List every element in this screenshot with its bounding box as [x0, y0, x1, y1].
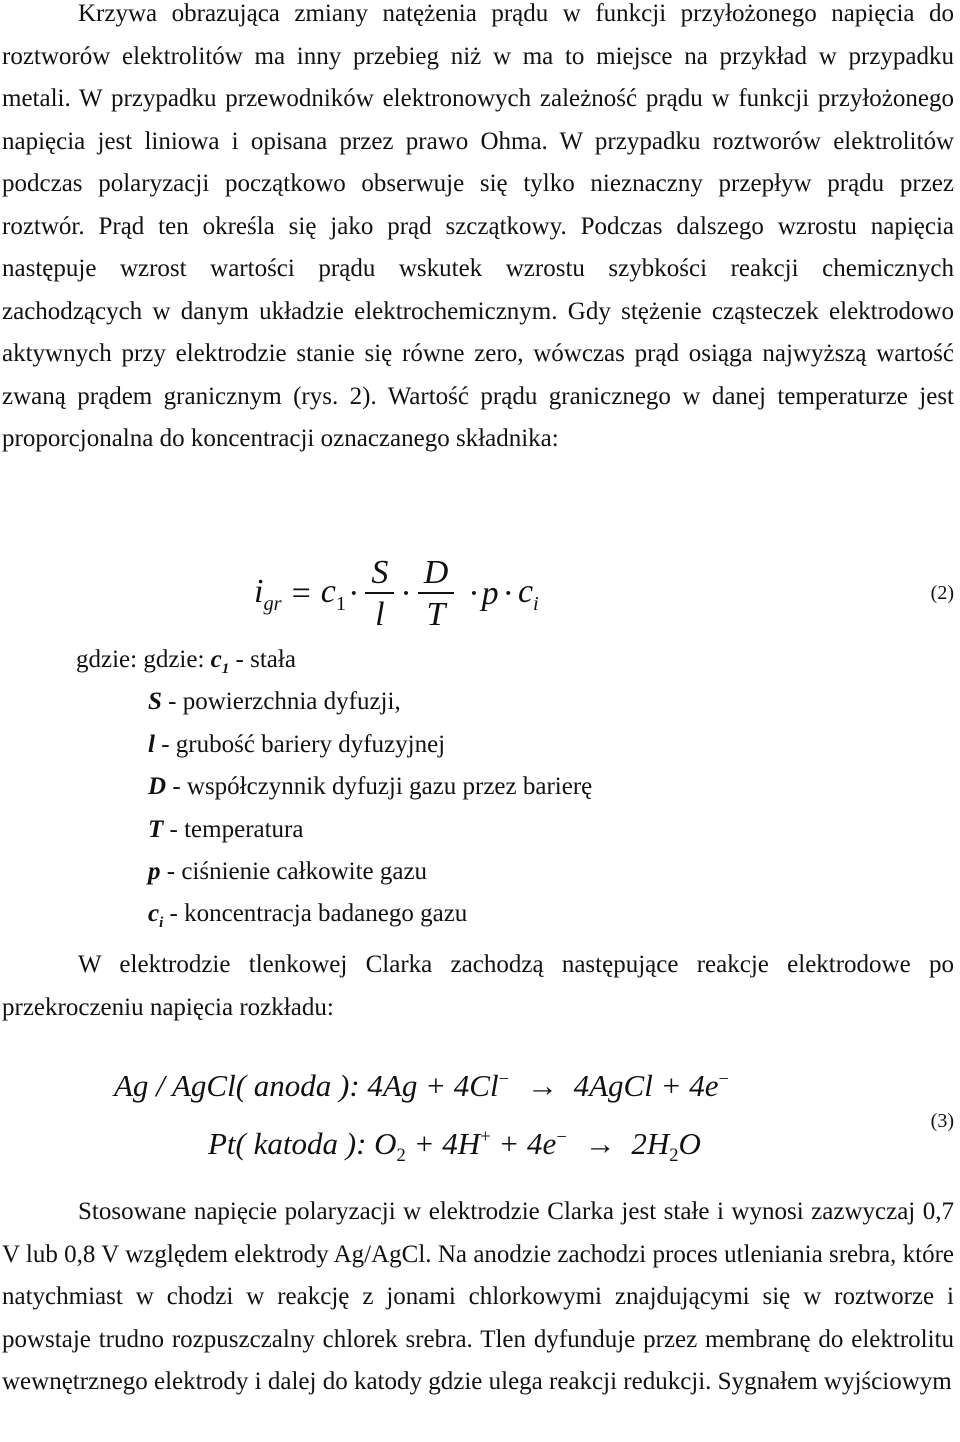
eq2-lhs: $i_{gr}$ [254, 572, 282, 615]
definition-symbol: D [148, 773, 167, 800]
definition-symbol: T [148, 816, 164, 843]
definition-text: - ciśnienie całkowite gazu [160, 858, 428, 885]
eq2-dot-1: · [348, 575, 360, 612]
equation-3 [0, 1060, 960, 1180]
equation-2-body [254, 548, 539, 640]
eq2-dot-4: · [502, 575, 514, 612]
definition-text: - koncentracja badanego gazu [163, 900, 468, 927]
eq2-c1: $c_1$ [320, 572, 347, 615]
eq2-equals: = [291, 575, 311, 612]
eq2-fraction-s-over-l: $\frac{S}{l}$ [365, 556, 394, 632]
eq2-fraction-d-over-t: $\frac{D}{T}$ [418, 556, 455, 632]
definition-symbol: $c_1$ [210, 646, 230, 677]
definition-ci [148, 900, 467, 932]
definition-p [148, 858, 427, 886]
definition-symbol: $c_i$ [148, 900, 164, 931]
definition-text: - stała [229, 646, 296, 673]
definition-s [148, 688, 401, 716]
eq2-dot-2: · [400, 575, 412, 612]
definition-text: - powierzchnia dyfuzji, [161, 688, 401, 715]
equation-2 [0, 548, 960, 640]
definition-t [148, 816, 303, 844]
definitions-intro: gdzie: gdzie: [76, 646, 211, 673]
eq3-cathode-reaction: Pt( katoda ): $O_2 + 4H^+ + 4e^- \to 2H_2O$ [208, 1126, 701, 1167]
paragraph-limiting-current: Krzywa obrazująca zmiany natężenia prądu w funkcji przyłożonego napięcia do roztworów elektrolitów ma inny przebieg niż w ma to miejsce na przykład w przypadku metali. W przypadku przewodników elektronowych zależność prądu w funkcji przyłożonego napięcia jest liniowa i opisana przez prawo Ohma. W przypadku roztworów elektrolitów podczas polaryzacji początkowo obserwuje się tylko nieznaczny przepływ prądu przez roztwór. Prąd ten określa się jako prąd szczątkowy. Podczas dalszego wzrostu napięcia następuje wzrost wartości prądu wskutek wzrostu szybkości reakcji chemicznych zachodzących w danym układzie elektrochemicznym. Gdy stężenie cząsteczek elektrodowo aktywnych przy elektrodzie stanie się równe zero, wówczas prąd osiąga najwyższą wartość zwaną prądem granicznym (rys. 2). Wartość prądu granicznego w danej temperaturze jest proporcjonalna do koncentracji oznaczanego składnika: [2, 0, 954, 452]
definition-symbol: p [148, 858, 161, 885]
eq2-dot-3: · [468, 575, 480, 612]
paragraph-clark-reactions: W elektrodzie tlenkowej Clarka zachodzą następujące reakcje elektrodowe po przekroczeniu napięcia rozkładu: [2, 951, 954, 1021]
definition-symbol: S [148, 688, 162, 715]
definition-text: - współczynnik dyfuzji gazu przez barierę [166, 773, 593, 800]
definition-symbol: l [148, 731, 155, 758]
eq2-p: p [481, 575, 499, 612]
paragraph-polarization: Stosowane napięcie polaryzacji w elektrodzie Clarka jest stałe i wynosi zazwyczaj 0,7 V lub 0,8 V względem elektrody Ag/AgCl. Na anodzie zachodzi proces utleniania srebra, które natychmiast w chodzi w reakcję z jonami chlorkowymi znajdującymi się w roztworze i powstaje trudno rozpuszczalny chlorek srebra. Tlen dyfunduje przez membranę do elektrolitu wewnętrznego elektrody i dalej do katody gdzie ulega reakcji redukcji. Sygnałem wyjściowym [2, 1198, 954, 1395]
equation-3-number: (3) [930, 1110, 954, 1132]
definition-text: - grubość bariery dyfuzyjnej [154, 731, 446, 758]
definition-l [148, 731, 445, 759]
definition-text: - temperatura [163, 816, 304, 843]
eq3-anode-reaction: Ag / AgCl( anoda ): 4Ag + 4Cl− → 4AgCl + 4e− [114, 1068, 729, 1103]
definition-d [148, 773, 592, 801]
equation-2-number: (2) [930, 582, 954, 604]
eq2-ci: $c_i$ [517, 572, 539, 615]
definition-c1 [76, 646, 296, 678]
